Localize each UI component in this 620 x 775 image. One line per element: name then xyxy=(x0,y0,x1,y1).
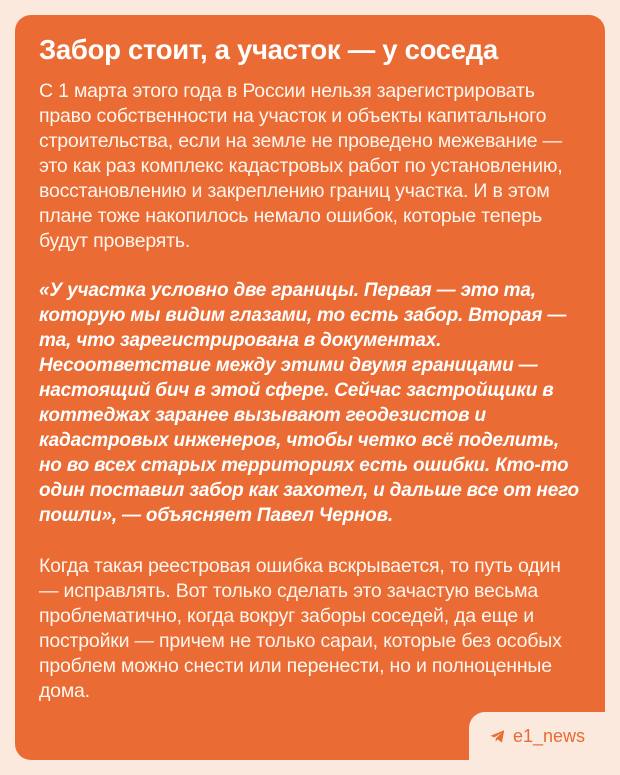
telegram-icon xyxy=(489,728,506,745)
article-title: Забор стоит, а участок — у соседа xyxy=(39,34,498,65)
channel-name: e1_news xyxy=(512,725,586,746)
article-paragraph-conclusion: Когда такая реестровая ошибка вскрывается, то путь один — исправлять. Вот только сделать это зачастую весьма проблематично, когда вокруг заборы соседей, да еще и постройки — причем не только сараи, которые без особых проблем можно снести или перенести, но и полноценные дома. xyxy=(39,555,562,702)
article-paragraph-intro: С 1 марта этого года в России нельзя зарегистрировать право собственности на участок и объекты капитального строительства, если на земле не проведено межевание — это как раз комплекс кадастровых работ по установлению, восстановлению и закреплению границ участка. И в этом плане тоже накопилось немало ошибок, которые теперь будут проверять. xyxy=(39,80,563,252)
article-quote: «У участка условно две границы. Первая — это та, которую мы видим глазами, то есть забор. Вторая — та, что зарегистрирована в документах. Несоответствие между этими двумя границами — настоящий бич в этой сфере. Сейчас застройщики в коттеджах заранее вызывают геодезистов и кадастровых инженеров, чтобы четко всё поделить, но во всех старых территориях есть ошибки. Кто-то один поставил забор как захотел, и дальше все от него пошли», — объясняет Павел Чернов. xyxy=(39,280,579,526)
article-card xyxy=(15,15,605,760)
channel-badge[interactable] xyxy=(469,712,605,760)
